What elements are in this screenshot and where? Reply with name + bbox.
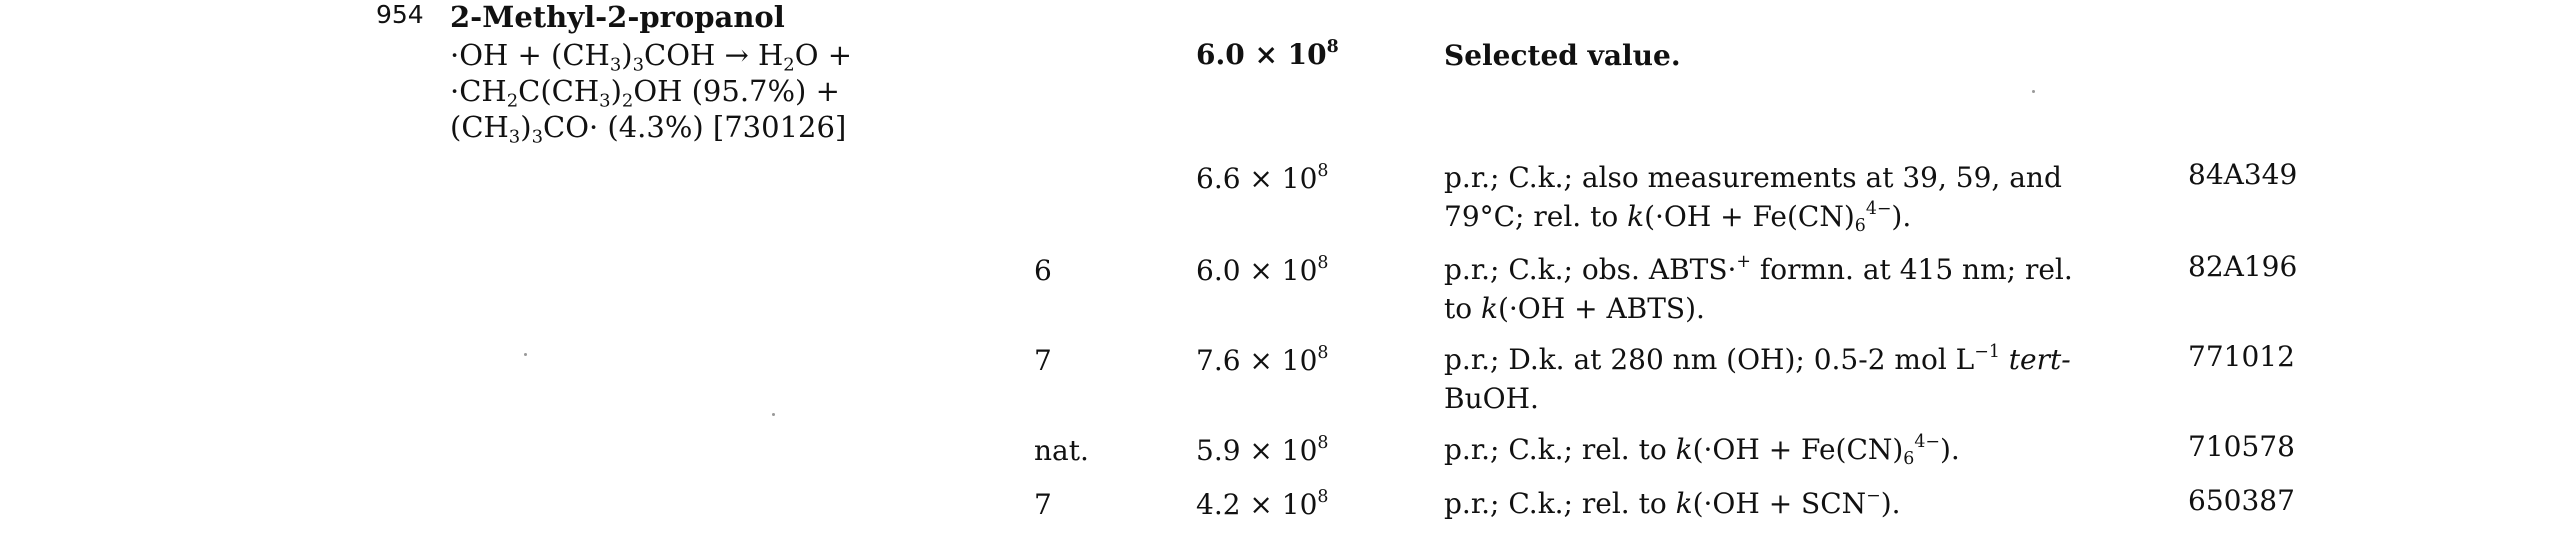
- comment-line-2: BuOH.: [1444, 382, 1539, 415]
- entry-number: 954: [376, 0, 424, 29]
- comment-line-1: p.r.; C.k.; also measurements at 39, 59, and: [1444, 161, 2062, 194]
- reaction-line-2: $\cdot CH_2C(CH_3)_2OH$ (95.7%) +: [450, 74, 840, 112]
- reaction-line-3: $(CH_3)_3CO\cdot (4.3\%)$ [730126]: [450, 110, 847, 148]
- compound-title: 2-Methyl-2-propanol: [450, 0, 785, 34]
- ph-value: 7: [1034, 344, 1052, 377]
- ph-value: 7: [1034, 488, 1052, 521]
- reference-id: 710578: [2188, 430, 2295, 463]
- comment-text: Selected value.: [1444, 39, 1681, 72]
- rate-value: $5.9 \times 10^8$: [1196, 432, 1329, 467]
- ph-value: 6: [1034, 254, 1052, 287]
- comment-text: p.r.; C.k.; rel. to $k(\cdot OH + Fe(CN)_6^{4-})$.: [1444, 431, 1960, 470]
- rate-value: $6.0 \times 10^8$: [1196, 36, 1339, 71]
- comment-text: p.r.; C.k.; rel. to k(·OH + SCN−).: [1444, 485, 1901, 520]
- rate-value: $7.6 \times 10^8$: [1196, 342, 1329, 377]
- rate-value: $6.6 \times 10^8$: [1196, 160, 1329, 195]
- reaction-line-1: $\cdot OH + (CH_3)_3COH \to H_2O$ +: [450, 38, 853, 76]
- rate-value: $6.0 \times 10^8$: [1196, 252, 1329, 287]
- scan-speck: [772, 413, 775, 416]
- comment-line-2: 79°C; rel. to $k(\cdot OH + Fe(CN)_6^{4-})$.: [1444, 198, 1912, 237]
- reference-id: 771012: [2188, 340, 2295, 373]
- comment-line-1: p.r.; C.k.; obs. ABTS·+ formn. at 415 nm; rel.: [1444, 251, 2073, 286]
- rate-value: $4.2 \times 10^8$: [1196, 486, 1329, 521]
- reference-id: 82A196: [2188, 250, 2298, 283]
- reference-id: 650387: [2188, 484, 2295, 517]
- reference-id: 84A349: [2188, 158, 2298, 191]
- comment-line-2: to k(·OH + ABTS).: [1444, 292, 1705, 325]
- ph-value: nat.: [1034, 434, 1089, 467]
- scan-speck: [524, 353, 527, 356]
- comment-line-1: p.r.; D.k. at 280 nm (OH); 0.5-2 mol $L^{-1}$ tert-: [1444, 341, 2071, 376]
- scan-speck: [2032, 90, 2035, 93]
